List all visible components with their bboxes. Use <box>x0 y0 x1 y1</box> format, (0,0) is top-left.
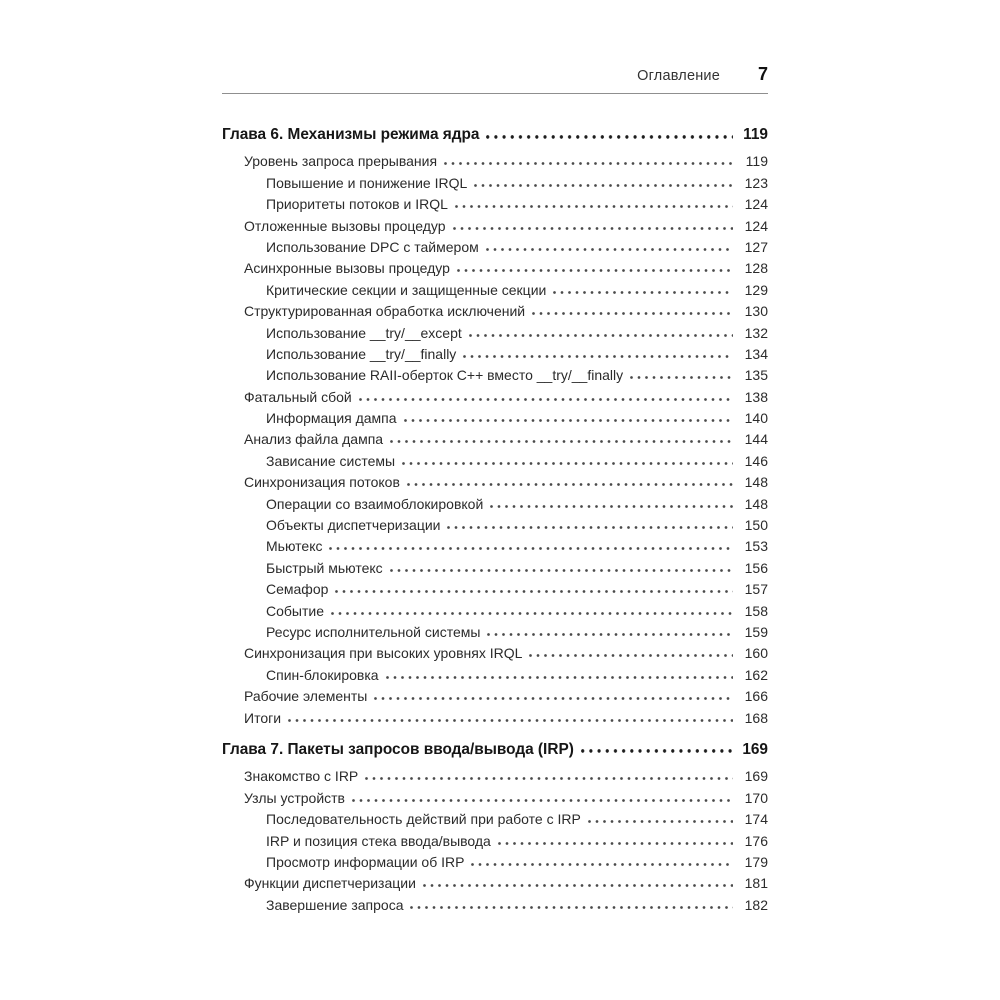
toc-entry-title: Синхронизация при высоких уровнях IRQL <box>244 645 523 662</box>
toc-entry-page: 148 <box>744 474 768 491</box>
toc-entry-title: Использование DPC с таймером <box>266 238 479 255</box>
toc-entry-title: Информация дампа <box>266 410 397 427</box>
toc-entry-page: 148 <box>744 495 768 512</box>
toc-entry <box>222 558 768 579</box>
toc-entry <box>222 708 768 729</box>
toc-entry-page: 166 <box>744 688 768 705</box>
toc-entry <box>222 124 768 145</box>
toc-entry-title: Операции со взаимоблокировкой <box>266 495 484 512</box>
toc-entry <box>222 472 768 493</box>
dot-leader <box>410 899 733 910</box>
toc-entry-page: 181 <box>744 875 768 892</box>
running-head-page-number: 7 <box>757 64 768 84</box>
toc-entry <box>222 408 768 429</box>
toc-entry-page: 176 <box>744 832 768 849</box>
toc-entry-title: Повышение и понижение IRQL <box>266 174 468 191</box>
toc-entry-title: Синхронизация потоков <box>244 474 400 491</box>
toc-entry-page: 156 <box>744 559 768 576</box>
toc-entry-title: Асинхронные вызовы процедур <box>244 260 450 277</box>
dot-leader <box>487 626 733 637</box>
toc-entry-title: Спин-блокировка <box>266 666 379 683</box>
toc-entry-page: 168 <box>744 709 768 726</box>
dot-leader <box>553 284 733 295</box>
toc-entry-page: 158 <box>744 602 768 619</box>
toc-entry-page: 150 <box>744 517 768 534</box>
toc-entry <box>222 601 768 622</box>
dot-leader <box>390 433 733 444</box>
running-head-title: Оглавление <box>637 68 720 84</box>
toc-entry <box>222 643 768 664</box>
toc-entry-page: 124 <box>744 217 768 234</box>
dot-leader <box>404 412 733 423</box>
toc-entry <box>222 387 768 408</box>
toc-entry-title: Быстрый мьютекс <box>266 559 383 576</box>
toc-entry-title: Приоритеты потоков и IRQL <box>266 196 448 213</box>
toc-entry <box>222 173 768 194</box>
toc-entry-page: 138 <box>744 388 768 405</box>
toc-entry <box>222 579 768 600</box>
toc-entry <box>222 831 768 852</box>
dot-leader <box>463 348 733 359</box>
dot-leader <box>471 856 733 867</box>
toc-entry-title: Последовательность действий при работе с IRP <box>266 811 581 828</box>
dot-leader <box>486 128 733 139</box>
toc-entry-page: 144 <box>744 431 768 448</box>
dot-leader <box>453 220 733 231</box>
dot-leader <box>455 198 733 209</box>
dot-leader <box>402 455 733 466</box>
toc-entry-page: 153 <box>744 538 768 555</box>
toc-entry <box>222 788 768 809</box>
toc-entry <box>222 151 768 172</box>
toc-entry-title: Зависание системы <box>266 452 396 469</box>
toc-entry <box>222 739 768 760</box>
page-content <box>222 64 768 916</box>
toc-entry <box>222 494 768 515</box>
dot-leader <box>529 647 733 658</box>
dot-leader <box>490 498 733 509</box>
toc-entry-title: Итоги <box>244 709 282 726</box>
toc-entry-page: 128 <box>744 260 768 277</box>
toc-entry-title: Критические секции и защищенные секции <box>266 281 547 298</box>
toc-entry-title: Глава 7. Пакеты запросов ввода/вывода (IRP) <box>222 740 574 758</box>
toc-entry-title: Мьютекс <box>266 538 323 555</box>
table-of-contents <box>222 124 768 916</box>
toc-entry-page: 127 <box>744 238 768 255</box>
toc-entry <box>222 301 768 322</box>
dot-leader <box>288 712 733 723</box>
toc-entry-title: Уровень запроса прерывания <box>244 153 438 170</box>
toc-entry-page: 129 <box>744 281 768 298</box>
toc-entry-page: 134 <box>744 345 768 362</box>
toc-entry <box>222 809 768 830</box>
toc-entry-title: Анализ файла дампа <box>244 431 384 448</box>
dot-leader <box>447 519 733 530</box>
toc-entry <box>222 429 768 450</box>
dot-leader <box>581 743 733 754</box>
dot-leader <box>498 835 733 846</box>
dot-leader <box>407 476 733 487</box>
toc-entry-page: 130 <box>744 303 768 320</box>
dot-leader <box>444 155 733 166</box>
toc-entry-page: 124 <box>744 196 768 213</box>
running-head <box>222 64 768 94</box>
toc-entry-title: Узлы устройств <box>244 789 345 806</box>
toc-entry-page: 170 <box>744 789 768 806</box>
dot-leader <box>630 369 733 380</box>
toc-entry <box>222 365 768 386</box>
toc-entry-title: Функции диспетчеризации <box>244 875 416 892</box>
toc-entry-title: Событие <box>266 602 324 619</box>
toc-entry <box>222 515 768 536</box>
toc-entry-page: 135 <box>744 367 768 384</box>
toc-entry-page: 162 <box>744 666 768 683</box>
toc-entry <box>222 451 768 472</box>
dot-leader <box>390 562 733 573</box>
toc-entry-title: Структурированная обработка исключений <box>244 303 526 320</box>
toc-entry-title: Отложенные вызовы процедур <box>244 217 446 234</box>
toc-entry-title: Фатальный сбой <box>244 388 352 405</box>
dot-leader <box>335 583 733 594</box>
toc-entry-page: 157 <box>744 581 768 598</box>
dot-leader <box>359 391 733 402</box>
dot-leader <box>374 690 733 701</box>
toc-entry <box>222 895 768 916</box>
toc-entry-page: 123 <box>744 174 768 191</box>
toc-entry-title: Завершение запроса <box>266 896 404 913</box>
dot-leader <box>474 177 733 188</box>
toc-entry-title: Объекты диспетчеризации <box>266 517 441 534</box>
toc-entry <box>222 686 768 707</box>
toc-entry <box>222 216 768 237</box>
dot-leader <box>329 540 733 551</box>
toc-entry-title: Знакомство с IRP <box>244 768 359 785</box>
toc-entry <box>222 258 768 279</box>
toc-entry-title: Ресурс исполнительной системы <box>266 623 481 640</box>
toc-entry-title: Просмотр информации об IRP <box>266 853 465 870</box>
toc-entry-page: 169 <box>742 740 768 758</box>
toc-entry-page: 146 <box>744 452 768 469</box>
toc-entry <box>222 344 768 365</box>
dot-leader <box>352 792 733 803</box>
dot-leader <box>469 327 733 338</box>
toc-entry <box>222 665 768 686</box>
toc-entry <box>222 852 768 873</box>
dot-leader <box>331 605 733 616</box>
toc-entry <box>222 622 768 643</box>
toc-entry-page: 182 <box>744 896 768 913</box>
toc-entry-title: Семафор <box>266 581 329 598</box>
toc-entry-page: 119 <box>743 126 768 143</box>
toc-entry <box>222 280 768 301</box>
toc-entry-title: IRP и позиция стека ввода/вывода <box>266 832 491 849</box>
toc-entry-page: 160 <box>744 645 768 662</box>
dot-leader <box>386 669 733 680</box>
toc-entry-page: 132 <box>744 324 768 341</box>
toc-entry-title: Глава 6. Механизмы режима ядра <box>222 126 480 143</box>
dot-leader <box>588 813 733 824</box>
toc-entry-page: 179 <box>744 853 768 870</box>
toc-entry <box>222 194 768 215</box>
dot-leader <box>532 305 733 316</box>
toc-entry-title: Использование __try/__except <box>266 324 462 341</box>
toc-entry-page: 174 <box>744 811 768 828</box>
toc-entry <box>222 766 768 787</box>
toc-entry-page: 159 <box>744 623 768 640</box>
toc-entry-title: Использование __try/__finally <box>266 345 457 362</box>
toc-entry <box>222 536 768 557</box>
dot-leader <box>423 877 733 888</box>
dot-leader <box>365 770 733 781</box>
toc-entry-title: Рабочие элементы <box>244 688 368 705</box>
toc-entry <box>222 873 768 894</box>
toc-entry-page: 119 <box>745 153 768 170</box>
dot-leader <box>457 262 733 273</box>
toc-entry <box>222 323 768 344</box>
toc-entry-page: 140 <box>744 410 768 427</box>
toc-entry <box>222 237 768 258</box>
toc-entry-page: 169 <box>744 768 768 785</box>
dot-leader <box>486 241 733 252</box>
toc-entry-title: Использование RAII-оберток C++ вместо __try/__finally <box>266 367 624 384</box>
